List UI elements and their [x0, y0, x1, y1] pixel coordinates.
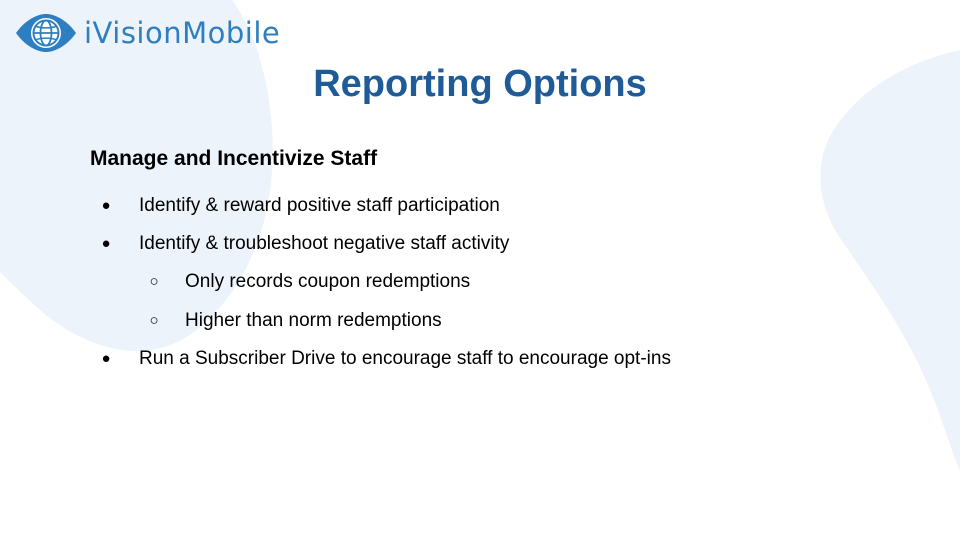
bullet-circle-icon: ○ — [149, 312, 159, 329]
bullet-item — [101, 231, 509, 257]
slide-title: Reporting Options — [313, 63, 647, 105]
bullet-item — [101, 346, 671, 372]
bullet-text: Only records coupon redemptions — [185, 271, 471, 292]
bullet-text: Identify & reward positive staff participation — [139, 195, 500, 216]
sub-bullet-item — [149, 269, 470, 295]
slide-subtitle: Manage and Incentivize Staff — [90, 147, 378, 170]
bullet-circle-icon: ○ — [149, 273, 159, 290]
bullet-dot-icon: ● — [101, 197, 111, 214]
bullet-text: Higher than norm redemptions — [185, 310, 442, 331]
bullet-text: Run a Subscriber Drive to encourage staff to encourage opt-ins — [139, 348, 671, 369]
bullet-item — [101, 193, 500, 219]
sub-bullet-item — [149, 308, 442, 334]
bullet-dot-icon: ● — [101, 235, 111, 252]
logo-text: iVisionMobile — [84, 15, 281, 50]
bullet-text: Identify & troubleshoot negative staff activity — [139, 233, 510, 254]
bullet-dot-icon: ● — [101, 350, 111, 367]
